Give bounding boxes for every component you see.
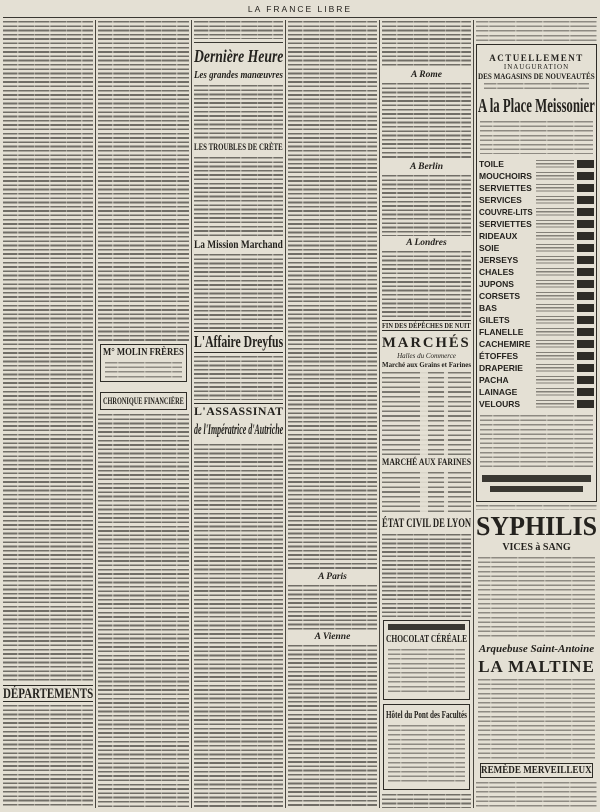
imperatrice-headline <box>194 420 283 440</box>
price-item-description <box>536 268 574 276</box>
price-item-price <box>577 184 594 192</box>
article-text <box>194 85 283 141</box>
column-rule <box>379 20 380 808</box>
price-item-price <box>577 280 594 288</box>
article-text <box>382 794 471 808</box>
imperatrice-heading: de l'Impératrice d'Autriche <box>194 422 284 438</box>
price-item-description <box>536 340 574 348</box>
grandes-manoeuvres-headline <box>194 70 283 82</box>
article-text <box>194 444 283 808</box>
etat-civil-headline <box>382 515 471 530</box>
ad-text <box>388 649 465 695</box>
inauguration-headline <box>478 63 595 71</box>
article-text <box>98 21 189 341</box>
price-item <box>479 386 594 398</box>
price-item-label <box>479 374 533 386</box>
price-item <box>479 230 594 242</box>
marches-headline <box>382 335 471 351</box>
price-item <box>479 326 594 338</box>
masthead-title: LA FRANCE LIBRE <box>247 4 353 14</box>
vices-headline <box>476 542 597 553</box>
price-item-description <box>536 376 574 384</box>
ad-band <box>482 475 591 482</box>
price-item-description <box>536 364 574 372</box>
assassinat-headline <box>194 403 283 418</box>
a-rome-headline <box>382 70 471 80</box>
farines-headline <box>382 458 471 469</box>
price-item-label <box>479 182 533 194</box>
price-item <box>479 158 594 170</box>
article-text <box>382 83 471 160</box>
chronique-headline <box>103 395 184 407</box>
a-paris-headline <box>288 572 377 582</box>
grandes-manoeuvres-heading: Les grandes manœuvres <box>194 70 284 81</box>
price-item-price <box>577 328 594 336</box>
price-item-description <box>536 388 574 396</box>
price-item-description <box>536 184 574 192</box>
price-item-label <box>479 230 533 242</box>
masthead <box>0 4 600 15</box>
halles-heading: Halles du Commerce <box>397 352 456 360</box>
a-berlin-heading: A Berlin <box>410 162 443 172</box>
hotel-ad-heading: Hôtel du Pont des Facultés <box>386 710 467 721</box>
price-item-description <box>536 232 574 240</box>
hotel-ad <box>383 704 470 790</box>
price-item-price <box>577 316 594 324</box>
grains-headline <box>382 360 471 369</box>
price-item <box>479 218 594 230</box>
troubles-crete-headline <box>194 143 283 154</box>
price-item-text: SERVIETTES <box>479 183 532 193</box>
molin-ad-heading: M° MOLIN FRÈRES <box>103 347 184 358</box>
ad-text <box>480 415 593 470</box>
ad-band <box>490 486 583 492</box>
remede-heading: REMÈDE MERVEILLEUX <box>481 765 592 776</box>
price-item-description <box>536 400 574 408</box>
price-item-description <box>536 292 574 300</box>
farines-heading: MARCHÉ AUX FARINES <box>382 458 472 468</box>
market-table <box>382 472 471 512</box>
price-item-price <box>577 256 594 264</box>
price-item <box>479 362 594 374</box>
affaire-dreyfus-headline <box>194 331 283 353</box>
ad-text <box>480 121 593 154</box>
a-londres-headline <box>382 238 471 248</box>
ad-text <box>476 505 597 510</box>
price-item-text: BAS <box>479 303 497 313</box>
price-item-description <box>536 196 574 204</box>
price-item-text: FLANELLE <box>479 327 524 337</box>
price-item-text: MOUCHOIRS <box>479 171 532 181</box>
price-item-description <box>536 172 574 180</box>
price-item-label <box>479 194 533 206</box>
article-text <box>382 175 471 236</box>
price-item-description <box>536 256 574 264</box>
price-item-description <box>536 352 574 360</box>
chronique-box <box>100 392 187 410</box>
article-text <box>3 21 93 683</box>
price-item-price <box>577 160 594 168</box>
syphilis-heading: SYPHILIS <box>476 511 598 541</box>
price-item-label <box>479 218 533 230</box>
price-item-text: GILETS <box>479 315 510 325</box>
ad-text <box>478 557 595 640</box>
price-item-description <box>536 220 574 228</box>
arquebuse-heading: Arquebuse Saint-Antoine <box>478 643 595 655</box>
price-item-label <box>479 158 533 170</box>
price-item-label <box>479 362 533 374</box>
price-item-label <box>479 386 533 398</box>
price-item-price <box>577 364 594 372</box>
a-rome-heading: A Rome <box>411 70 442 80</box>
article-text <box>288 585 377 630</box>
chocolat-ad-heading: CHOCOLAT CÉRÉALE <box>386 633 468 645</box>
molin-ad-headline <box>103 347 184 359</box>
inauguration-heading: INAUGURATION <box>503 63 570 71</box>
price-item <box>479 182 594 194</box>
price-item-price <box>577 388 594 396</box>
price-item-price <box>577 340 594 348</box>
price-item-text: SERVICES <box>479 195 522 205</box>
price-item-price <box>577 232 594 240</box>
chocolat-ad <box>383 620 470 700</box>
column-rule <box>191 20 192 808</box>
ad-text <box>105 362 182 378</box>
price-item-label <box>479 206 533 218</box>
etat-civil-heading: ÉTAT CIVIL DE LYON <box>382 515 472 530</box>
a-paris-heading: A Paris <box>318 572 347 582</box>
price-item-price <box>577 292 594 300</box>
price-item-text: CHALES <box>479 267 514 277</box>
assassinat-heading: L'ASSASSINAT <box>194 404 284 418</box>
article-text <box>382 534 471 617</box>
price-list <box>479 158 594 410</box>
price-item-label <box>479 266 533 278</box>
price-item-label <box>479 314 533 326</box>
price-item <box>479 302 594 314</box>
a-vienne-headline <box>288 632 377 642</box>
place-meissonier-heading: A la Place Meissonier <box>478 95 595 117</box>
place-meissonier-headline <box>478 94 595 118</box>
price-item-price <box>577 304 594 312</box>
price-item-description <box>536 304 574 312</box>
fin-depeches-heading: FIN DES DÉPÊCHES DE NUIT <box>382 321 471 330</box>
price-item-price <box>577 268 594 276</box>
price-item-description <box>536 316 574 324</box>
article-text <box>288 21 377 570</box>
chronique-financiere-heading: CHRONIQUE FINANCIÈRE <box>103 396 184 406</box>
price-item-price <box>577 208 594 216</box>
arquebuse-headline <box>476 643 597 655</box>
molin-ad <box>100 344 187 382</box>
price-item <box>479 170 594 182</box>
halles-headline <box>382 352 471 360</box>
maltine-heading: LA MALTINE <box>478 657 595 676</box>
price-item-text: CACHEMIRE <box>479 339 531 349</box>
vices-heading: VICES à SANG <box>502 542 571 553</box>
price-item-label <box>479 254 533 266</box>
column-rule <box>285 20 286 808</box>
column-rule <box>473 20 474 808</box>
mission-marchand-heading: La Mission Marchand <box>194 237 283 251</box>
troubles-crete-heading: LES TROUBLES DE CRÈTE <box>194 143 283 153</box>
price-item <box>479 194 594 206</box>
article-text <box>194 356 283 400</box>
price-item <box>479 290 594 302</box>
derniere-heure-heading: Dernière Heure <box>194 46 284 66</box>
price-item-description <box>536 328 574 336</box>
price-item-text: JERSEYS <box>479 255 519 265</box>
magasins-headline <box>478 71 595 81</box>
grains-heading: Marché aux Grains et Farines <box>382 360 472 369</box>
a-vienne-heading: A Vienne <box>314 632 351 642</box>
price-item-price <box>577 220 594 228</box>
price-item-description <box>536 160 574 168</box>
price-item-text: PACHA <box>479 375 509 385</box>
price-item-label <box>479 170 533 182</box>
price-item-label <box>479 278 533 290</box>
article-text <box>3 705 93 808</box>
price-item <box>479 350 594 362</box>
price-item-price <box>577 352 594 360</box>
article-text <box>382 21 471 68</box>
price-item-label <box>479 290 533 302</box>
article-text <box>194 21 283 39</box>
remede-headline <box>480 763 593 778</box>
price-item-text: VELOURS <box>479 399 521 409</box>
fin-depeches-headline <box>382 320 471 331</box>
ad-text <box>478 679 595 760</box>
chocolat-ad-headline <box>386 633 467 646</box>
price-item <box>479 254 594 266</box>
syphilis-headline <box>476 512 597 540</box>
price-item-price <box>577 196 594 204</box>
article-text <box>382 251 471 317</box>
actuellement-heading: ACTUELLEMENT <box>489 53 584 63</box>
price-item <box>479 242 594 254</box>
price-item-text: DRAPERIE <box>479 363 523 373</box>
masthead-rule <box>3 17 597 18</box>
price-item-text: SERVIETTES <box>479 219 532 229</box>
ad-text <box>476 21 597 41</box>
price-item-text: SOIE <box>479 243 500 253</box>
article-text <box>288 645 377 808</box>
price-item <box>479 374 594 386</box>
maltine-headline <box>476 657 597 676</box>
price-item-label <box>479 242 533 254</box>
marches-heading: MARCHÉS <box>382 335 471 351</box>
hotel-ad-headline <box>386 709 467 722</box>
price-item-description <box>536 244 574 252</box>
mission-marchand-headline <box>194 238 283 251</box>
price-item-text: RIDEAUX <box>479 231 518 241</box>
column-rule <box>95 20 96 808</box>
price-item <box>479 206 594 218</box>
derniere-heure-headline <box>194 45 283 67</box>
a-londres-heading: A Londres <box>406 238 447 248</box>
ad-text <box>484 83 589 92</box>
price-item-price <box>577 172 594 180</box>
actuellement-headline <box>478 53 595 63</box>
ad-text <box>476 782 597 808</box>
article-text <box>194 157 283 236</box>
price-item-label <box>479 350 533 362</box>
affaire-dreyfus-heading: L'Affaire Dreyfus <box>194 332 284 351</box>
price-item-description <box>536 208 574 216</box>
price-item-price <box>577 400 594 408</box>
price-item <box>479 266 594 278</box>
price-item-label <box>479 326 533 338</box>
price-item-label <box>479 302 533 314</box>
price-item-label <box>479 398 533 410</box>
market-table <box>382 372 471 455</box>
article-text <box>194 254 283 329</box>
price-item-label <box>479 338 533 350</box>
price-item-text: ÉTOFFES <box>479 351 519 361</box>
price-item-price <box>577 376 594 384</box>
price-item <box>479 278 594 290</box>
price-item-text: LAINAGE <box>479 387 518 397</box>
ad-band <box>388 624 465 630</box>
price-item <box>479 338 594 350</box>
price-item-text: CORSETS <box>479 291 521 301</box>
price-item-text: TOILE <box>479 159 504 169</box>
price-item <box>479 398 594 410</box>
ad-text <box>388 725 465 785</box>
a-berlin-headline <box>382 162 471 172</box>
price-item <box>479 314 594 326</box>
departements-heading: DÉPARTEMENTS <box>3 686 94 702</box>
price-item-text: COUVRE-LITS <box>479 207 533 217</box>
price-item-price <box>577 244 594 252</box>
departements-headline <box>3 685 93 702</box>
section-rule <box>194 42 283 43</box>
article-text <box>98 414 189 808</box>
magasins-heading: DES MAGASINS DE NOUVEAUTÉS <box>478 71 595 81</box>
price-item-text: JUPONS <box>479 279 514 289</box>
price-item-description <box>536 280 574 288</box>
